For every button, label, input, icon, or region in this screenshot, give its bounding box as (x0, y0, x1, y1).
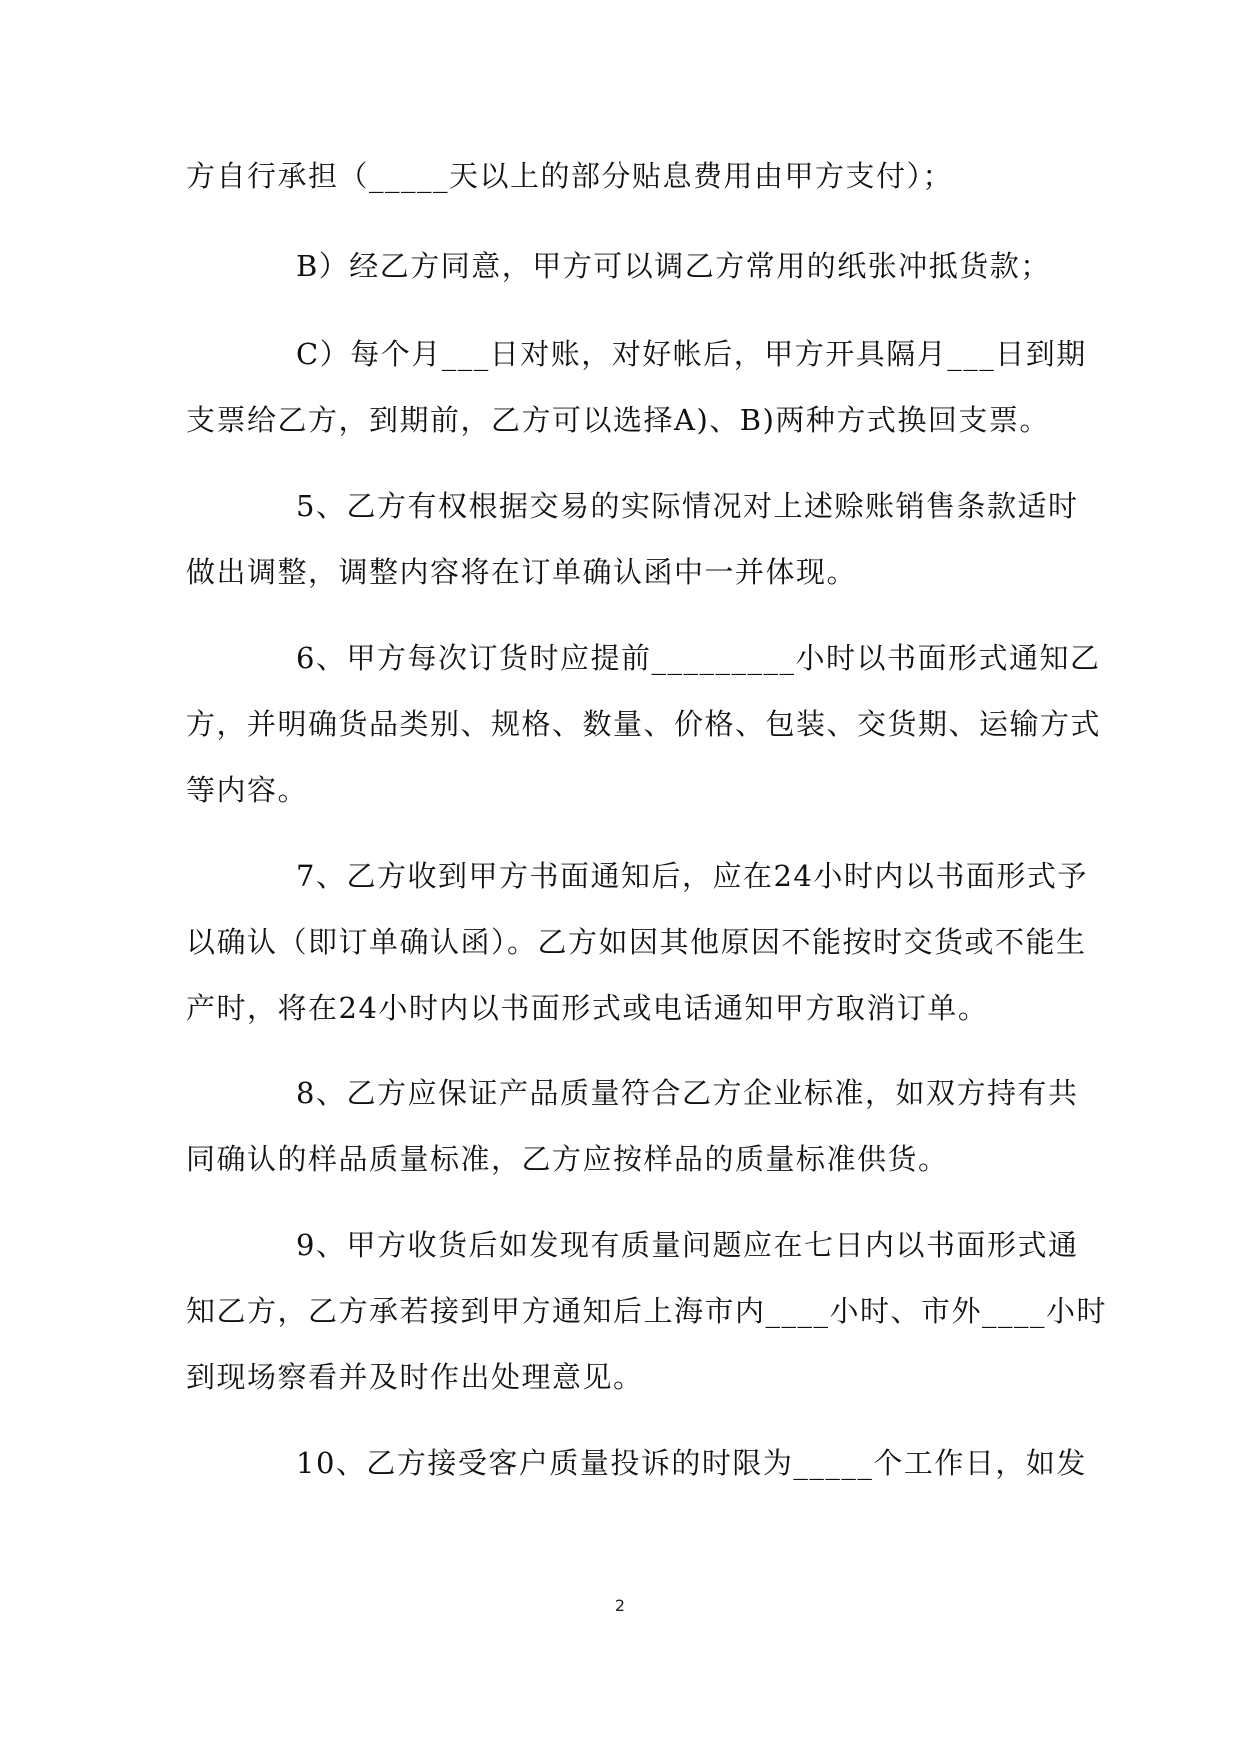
paragraph-8 (186, 1212, 1108, 1410)
text-line: 方，并明确货品类别、规格、数量、价格、包装、交货期、运输方式 (186, 707, 1102, 741)
text-line: 知乙方，乙方承若接到甲方通知后上海市内____小时、市外____小时 (186, 1294, 1108, 1328)
paragraph-4 (186, 473, 1079, 605)
paragraph-9 (186, 1430, 1087, 1496)
text-line: 6、甲方每次订货时应提前_________小时以书面形式通知乙 (296, 641, 1101, 675)
paragraph-3 (186, 321, 1087, 453)
text-line: C）每个月___日对账，对好帐后，甲方开具隔月___日到期 (296, 337, 1087, 371)
text-line: B）经乙方同意，甲方可以调乙方常用的纸张冲抵货款； (296, 249, 1051, 283)
text-line: 8、乙方应保证产品质量符合乙方企业标准，如双方持有共 (296, 1076, 1079, 1110)
text-line: 等内容。 (186, 773, 309, 807)
text-line: 9、甲方收货后如发现有质量问题应在七日内以书面形式通 (296, 1228, 1079, 1262)
text-line: 到现场察看并及时作出处理意见。 (186, 1360, 644, 1394)
text-line: 支票给乙方，到期前，乙方可以选择A)、B)两种方式换回支票。 (186, 403, 1050, 437)
text-line: 5、乙方有权根据交易的实际情况对上述赊账销售条款适时 (296, 489, 1079, 523)
text-line: 7、乙方收到甲方书面通知后，应在24小时内以书面形式予 (296, 859, 1088, 893)
paragraph-6 (186, 843, 1088, 1041)
text-line: 同确认的样品质量标准，乙方应按样品的质量标准供货。 (186, 1142, 949, 1176)
paragraph-1 (186, 143, 1066, 209)
text-line: 10、乙方接受客户质量投诉的时限为_____个工作日，如发 (296, 1446, 1087, 1480)
page-number: 2 (614, 1596, 626, 1615)
text-line: 方自行承担（_____天以上的部分贴息费用由甲方支付）； (186, 159, 954, 193)
paragraph-2 (186, 233, 1066, 299)
paragraph-7 (186, 1060, 1079, 1192)
text-line: 以确认（即订单确认函）。乙方如因其他原因不能按时交货或不能生 (186, 925, 1087, 959)
text-line: 产时，将在24小时内以书面形式或电话通知甲方取消订单。 (186, 991, 989, 1025)
paragraph-5 (186, 625, 1102, 823)
text-line: 做出调整，调整内容将在订单确认函中一并体现。 (186, 555, 858, 589)
